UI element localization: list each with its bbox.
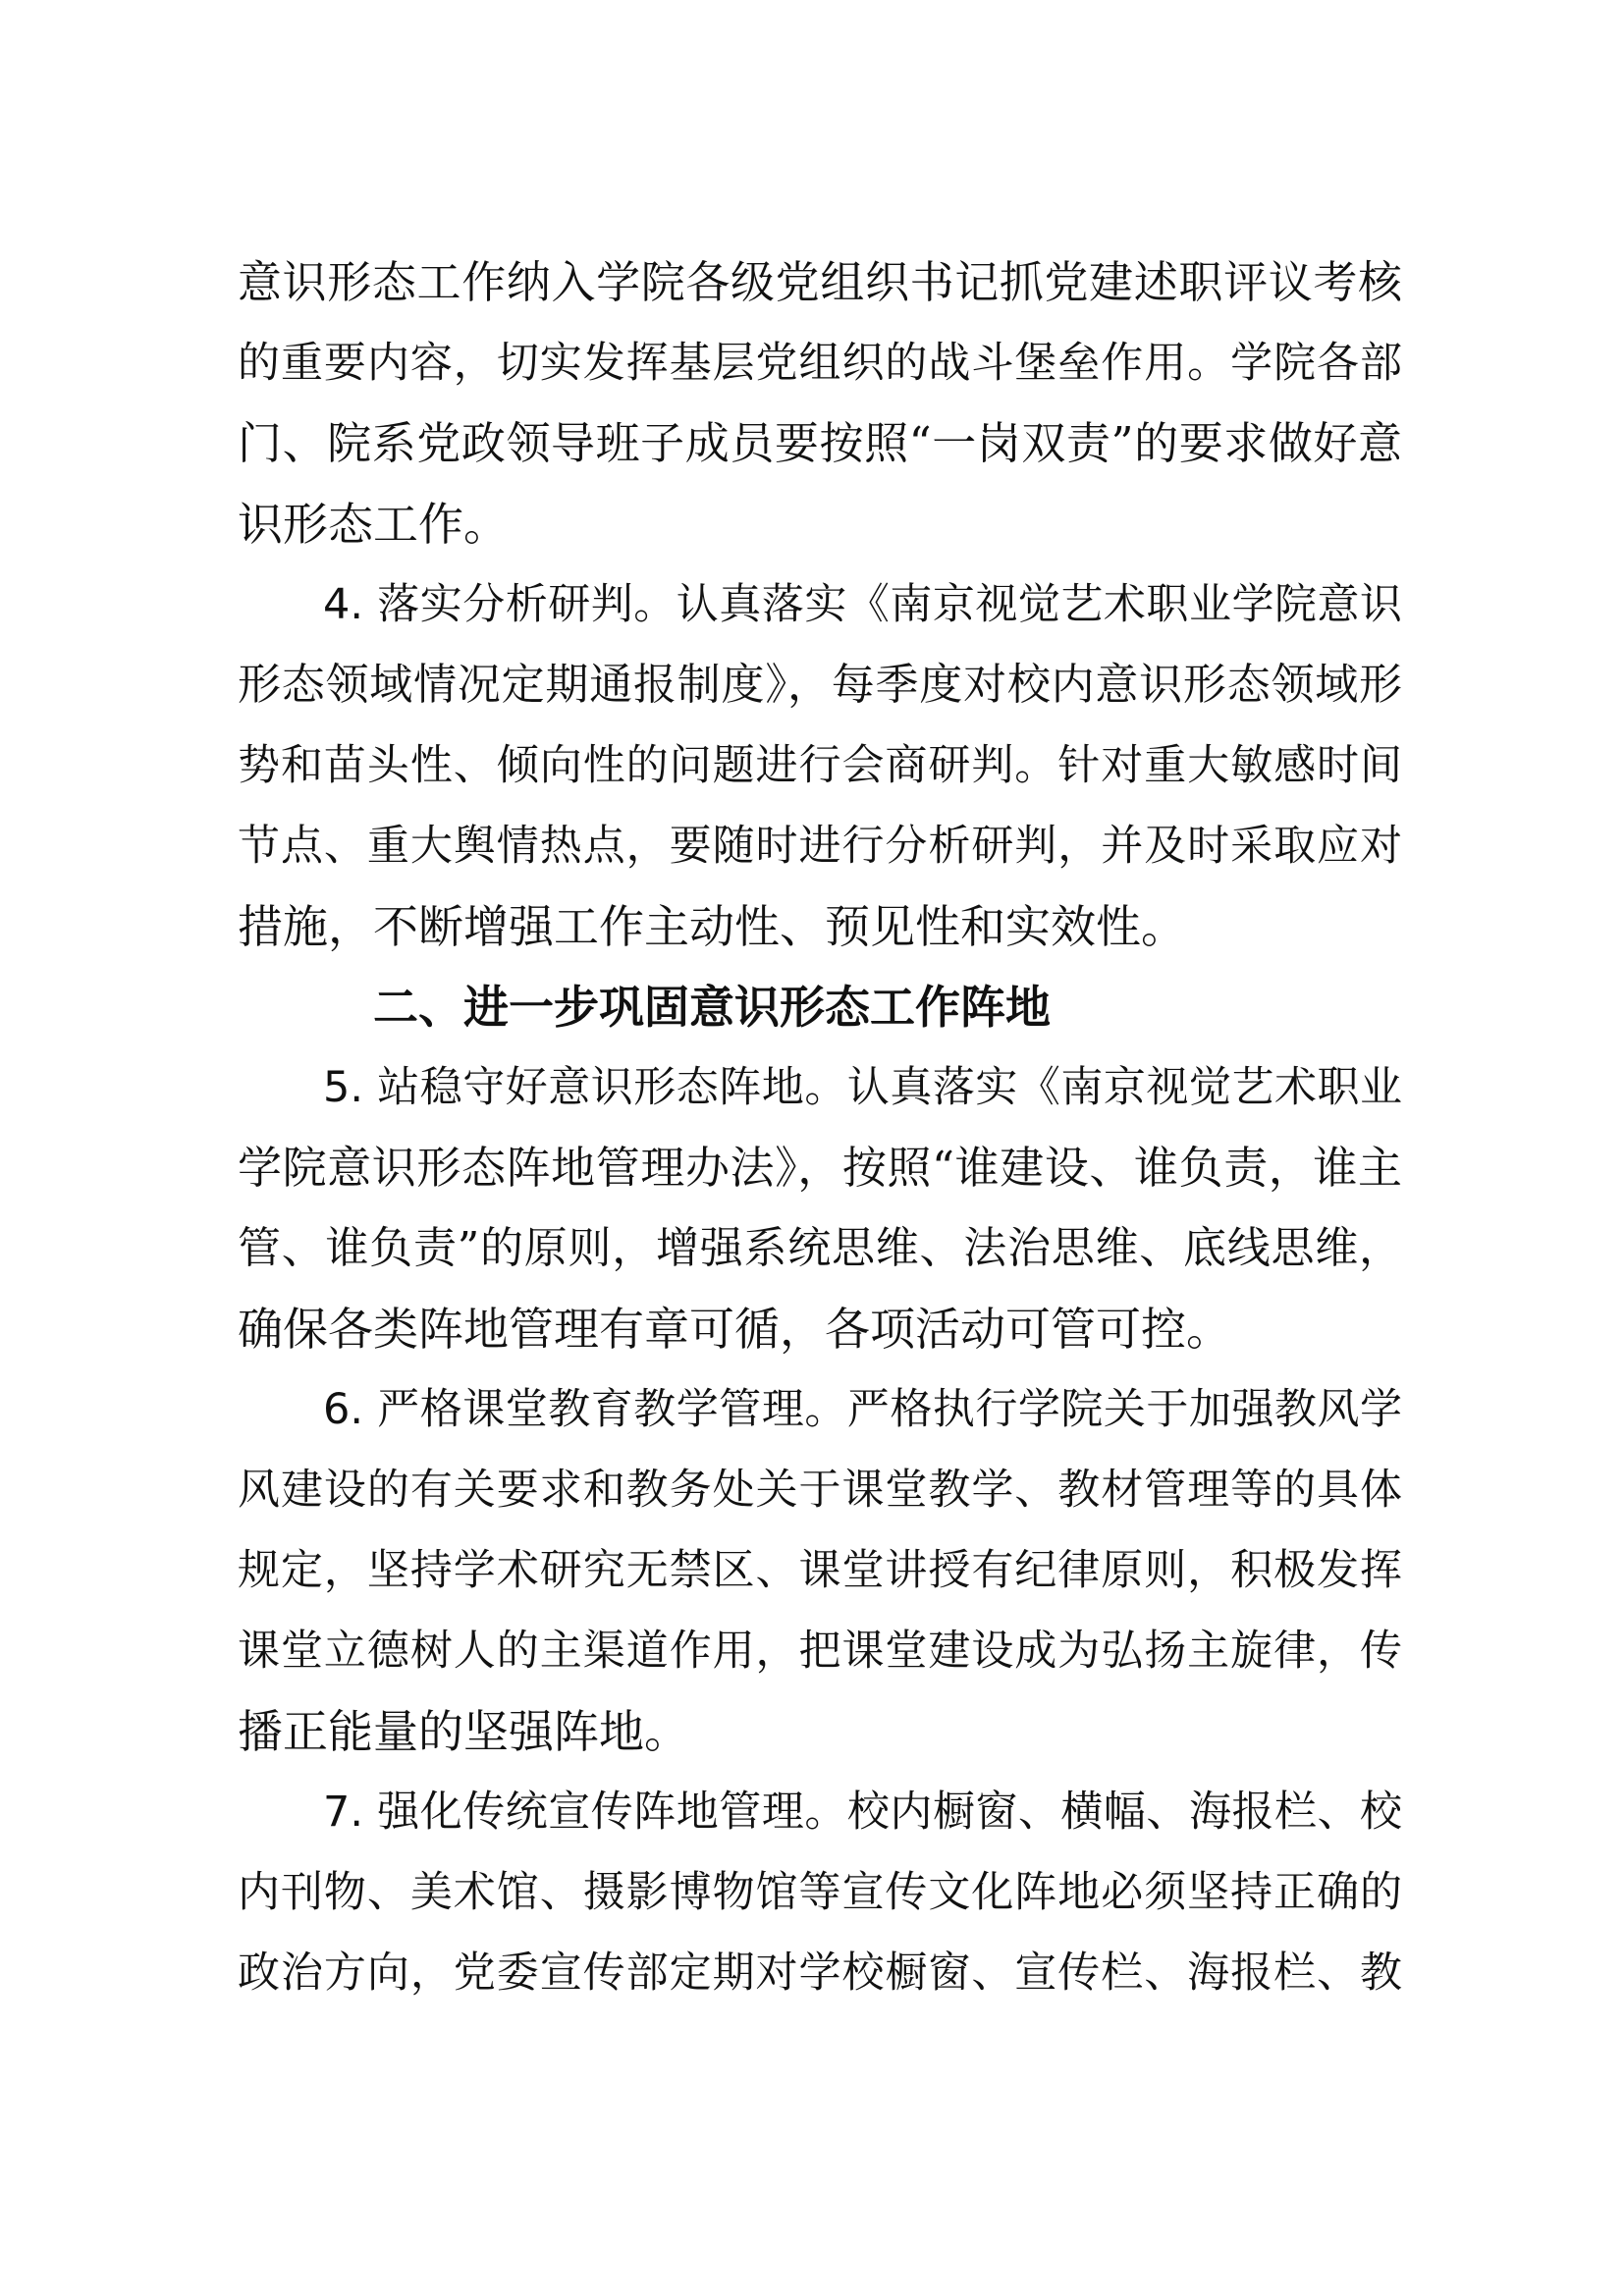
paragraph-text: 严格执行学院关于加强教风学	[846, 1385, 1402, 1434]
paragraph-first-line	[323, 565, 1402, 644]
paragraph-line: 门、院系党政领导班子成员要按照“一岗双责”的要求做好意	[238, 417, 1402, 469]
paragraph-line: 确保各类阵地管理有章可循，各项活动可管可控。	[238, 1303, 1231, 1356]
paragraph-line: 学院意识形态阵地管理办法》，按照“谁建设、谁负责，谁主	[238, 1142, 1402, 1194]
paragraph-line: 政治方向，党委宣传部定期对学校橱窗、宣传栏、海报栏、教	[238, 1949, 1402, 1998]
section-heading: 二、进一步巩固意识形态工作阵地	[373, 981, 1051, 1034]
paragraph-lead: 5. 站稳守好意识形态阵地。	[323, 1063, 847, 1112]
paragraph-first-line	[323, 1048, 1402, 1127]
paragraph-lead: 6. 严格课堂教育教学管理。	[323, 1385, 847, 1434]
paragraph-lead: 4. 落实分析研判。	[323, 580, 677, 629]
paragraph-line: 播正能量的坚强阵地。	[238, 1705, 689, 1758]
paragraph-line: 节点、重大舆情热点，要随时进行分析研判，并及时采取应对	[238, 822, 1402, 871]
paragraph-line: 课堂立德树人的主渠道作用，把课堂建设成为弘扬主旋律，传	[238, 1627, 1402, 1676]
paragraph-line: 管、谁负责”的原则，增强系统思维、法治思维、底线思维，	[238, 1223, 1402, 1273]
paragraph-first-line	[323, 1370, 1402, 1449]
paragraph-text: 校内橱窗、横幅、海报栏、校	[846, 1788, 1402, 1837]
paragraph-line: 风建设的有关要求和教务处关于课堂教学、教材管理等的具体	[238, 1466, 1402, 1515]
paragraph-line: 规定，坚持学术研究无禁区、课堂讲授有纪律原则，积极发挥	[238, 1546, 1402, 1595]
paragraph-text: 认真落实《南京视觉艺术职业学院意识	[676, 580, 1402, 629]
paragraph-line: 形态领域情况定期通报制度》，每季度对校内意识形态领域形	[238, 660, 1402, 710]
paragraph-text: 认真落实《南京视觉艺术职业	[846, 1063, 1402, 1112]
paragraph-line: 内刊物、美术馆、摄影博物馆等宣传文化阵地必须坚持正确的	[238, 1868, 1402, 1917]
paragraph-lead: 7. 强化传统宣传阵地管理。	[323, 1788, 847, 1837]
paragraph-line: 识形态工作。	[238, 498, 509, 551]
paragraph-line: 意识形态工作纳入学院各级党组织书记抓党建述职评议考核	[238, 256, 1402, 308]
paragraph-line: 的重要内容，切实发挥基层党组织的战斗堡垒作用。学院各部	[238, 339, 1402, 388]
paragraph-line: 势和苗头性、倾向性的问题进行会商研判。针对重大敏感时间	[238, 741, 1402, 790]
paragraph-first-line	[323, 1773, 1402, 1851]
paragraph-line: 措施，不断增强工作主动性、预见性和实效性。	[238, 900, 1186, 953]
